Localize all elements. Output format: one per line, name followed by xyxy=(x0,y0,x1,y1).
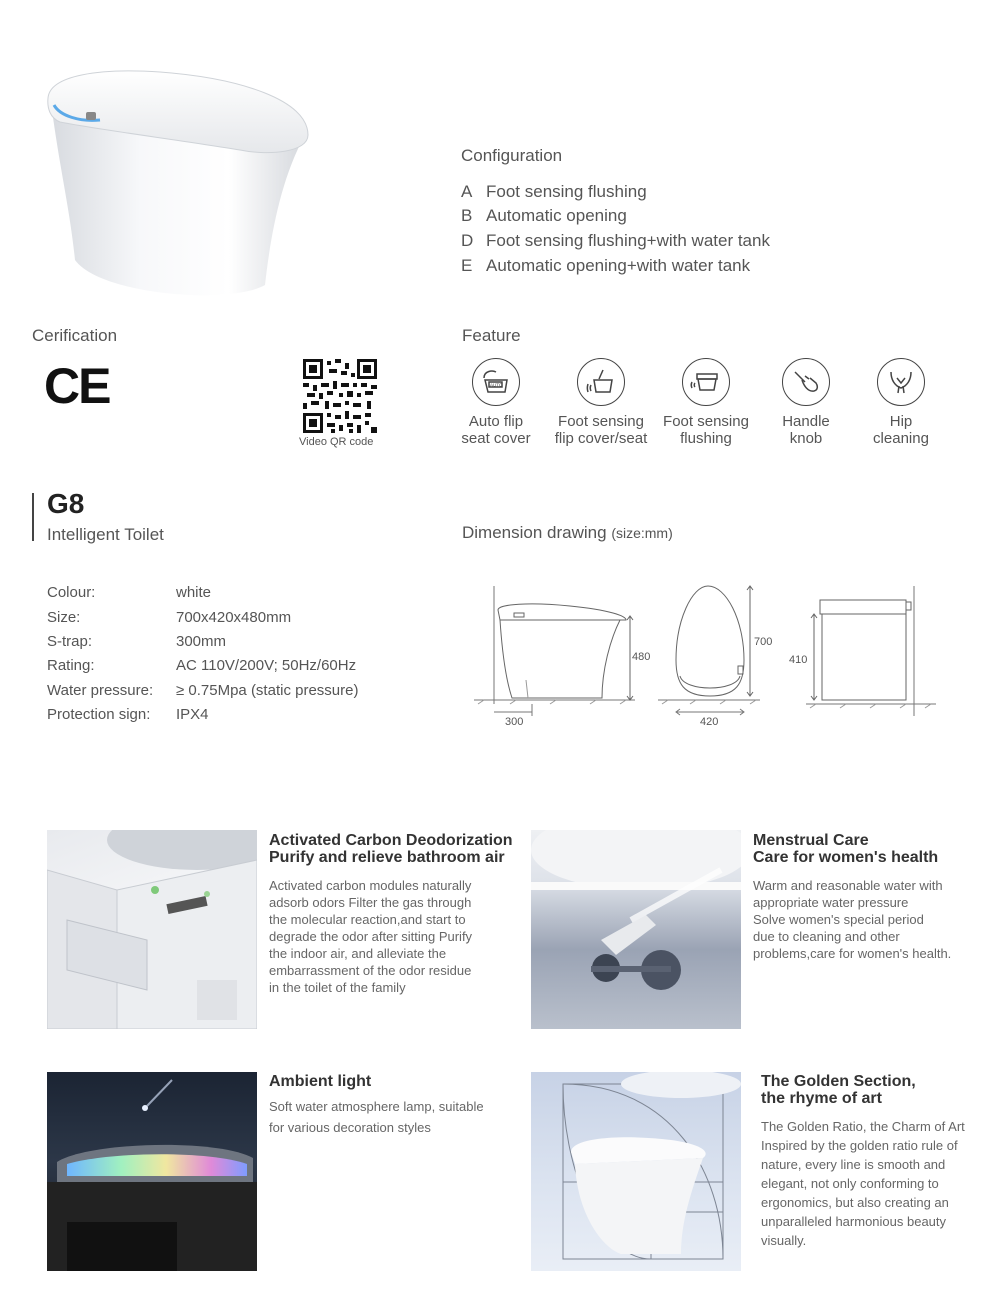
spec-row xyxy=(47,609,291,626)
dim-height: 480 xyxy=(632,651,651,663)
qr-caption: Video QR code xyxy=(299,436,374,448)
configuration-label: Automatic opening+with water tank xyxy=(486,256,751,275)
spec-row xyxy=(47,584,211,601)
spec-value: AC 110V/200V; 50Hz/60Hz xyxy=(176,657,357,674)
card-title: Menstrual Care xyxy=(753,832,869,849)
configuration-key: B xyxy=(461,206,473,225)
card-title: Activated Carbon Deodorization xyxy=(269,832,513,849)
configuration-item xyxy=(461,182,647,202)
configuration-item xyxy=(461,206,627,226)
feature-label: Handle knob xyxy=(782,413,830,447)
dimension-drawing xyxy=(470,580,940,730)
feature-item xyxy=(546,358,656,447)
certification-title: Cerification xyxy=(32,326,118,345)
title-accent-bar xyxy=(32,493,34,541)
card-body: The Golden Ratio, the Charm of Art Inspired by the golden ratio rule of nature, every line is smooth and elegant, not only conforming to ergonomics, but also creating an unparalleled harmonious beauty visually. xyxy=(761,1119,965,1248)
spec-row xyxy=(47,682,358,699)
feature-label: Foot sensing flushing xyxy=(663,413,749,447)
spec-value: 700x420x480mm xyxy=(176,609,292,626)
card-subtitle: Care for women's health xyxy=(753,849,939,866)
configuration-key: D xyxy=(461,231,474,250)
ambient-light-image xyxy=(47,1072,257,1271)
card-body: Warm and reasonable water with appropriate water pressure Solve women's special period due to cleaning and other problems,care for women's health. xyxy=(753,878,952,961)
svg-text:AUTO: AUTO xyxy=(490,382,503,388)
configuration-label: Automatic opening xyxy=(486,206,627,225)
foot-sensing-flip-icon xyxy=(577,358,625,406)
spec-row xyxy=(47,657,356,674)
dim-tank: 410 xyxy=(789,654,808,666)
hip-cleaning-icon xyxy=(877,358,925,406)
feature-item xyxy=(751,358,861,447)
spec-key: Colour: xyxy=(47,584,96,601)
golden-section-image xyxy=(531,1072,741,1271)
dimension-unit: (size:mm) xyxy=(611,525,673,541)
spec-value: IPX4 xyxy=(176,706,209,723)
auto-flip-icon xyxy=(472,358,520,406)
product-model: G8 xyxy=(47,488,85,519)
spec-key: Water pressure: xyxy=(47,682,154,699)
dimension-title-text: Dimension drawing xyxy=(462,523,607,542)
dim-length: 700 xyxy=(754,636,773,648)
qr-code-icon[interactable] xyxy=(303,359,377,433)
menstrual-care-image xyxy=(531,830,741,1029)
dim-width: 420 xyxy=(700,716,719,728)
feature-label: Hip cleaning xyxy=(873,413,929,447)
configuration-key: A xyxy=(461,182,473,201)
handle-knob-icon xyxy=(782,358,830,406)
spec-value: ≥ 0.75Mpa (static pressure) xyxy=(176,682,359,699)
product-name: Intelligent Toilet xyxy=(47,525,164,544)
card-title: Ambient light xyxy=(269,1073,372,1090)
ce-mark: CE xyxy=(44,358,110,414)
feature-label: Foot sensing flip cover/seat xyxy=(554,413,648,447)
card-body: Soft water atmosphere lamp, suitable for various decoration styles xyxy=(269,1099,484,1135)
dimension-title xyxy=(462,523,673,543)
dim-trap: 300 xyxy=(505,716,524,728)
feature-item xyxy=(651,358,761,447)
configuration-item xyxy=(461,256,750,276)
spec-key: Rating: xyxy=(47,657,95,674)
configuration-label: Foot sensing flushing+with water tank xyxy=(486,231,770,250)
spec-key: S-trap: xyxy=(47,633,93,650)
spec-value: 300mm xyxy=(176,633,227,650)
card-title: The Golden Section, xyxy=(761,1073,916,1090)
spec-row xyxy=(47,706,209,723)
configuration-title: Configuration xyxy=(461,146,563,165)
foot-sensing-flush-icon xyxy=(682,358,730,406)
card-subtitle: the rhyme of art xyxy=(761,1090,882,1107)
product-hero-image xyxy=(40,60,320,310)
configuration-item xyxy=(461,231,770,251)
card-subtitle: Purify and relieve bathroom air xyxy=(269,849,505,866)
spec-value: white xyxy=(176,584,212,601)
spec-key: Size: xyxy=(47,609,81,626)
spec-row xyxy=(47,633,226,650)
feature-item xyxy=(846,358,956,447)
configuration-label: Foot sensing flushing xyxy=(486,182,647,201)
feature-title: Feature xyxy=(462,326,521,345)
configuration-key: E xyxy=(461,256,473,275)
card-body: Activated carbon modules naturally adsorb odors Filter the gas through the molecular reaction,and start to degrade the odor after sitting Purify the indoor air, and alleviate the embarrassment of the odor residue in the toilet of the family xyxy=(269,878,473,995)
feature-label: Auto flip seat cover xyxy=(461,413,531,447)
spec-key: Protection sign: xyxy=(47,706,151,723)
feature-item xyxy=(441,358,551,447)
carbon-module-image xyxy=(47,830,257,1029)
